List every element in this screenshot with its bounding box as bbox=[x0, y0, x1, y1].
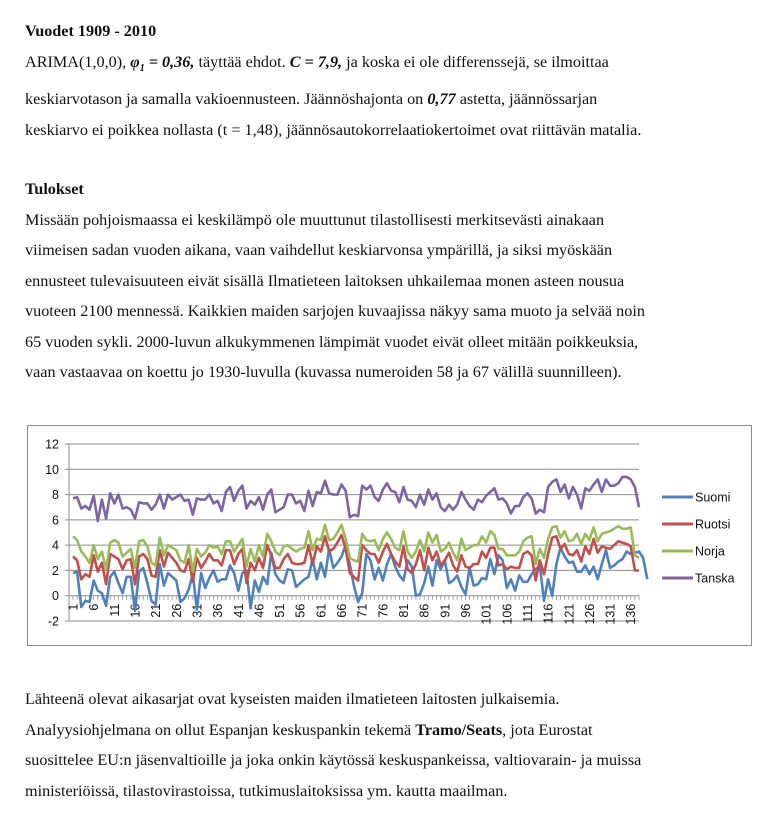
x-tick-label: 56 bbox=[293, 603, 308, 618]
y-tick-label: 10 bbox=[45, 462, 59, 477]
x-tick-label: 76 bbox=[376, 603, 391, 618]
results-line: vuoteen 2100 mennessä. Kaikkien maiden sarjojen kuvaajissa näkyy sama muoto ja selvää noin bbox=[25, 302, 645, 320]
sources-line-4: ministeriöissä, tilastovirastoissa, tutkimuslaitoksissa ym. kautta maailman. bbox=[25, 781, 508, 800]
chart-series bbox=[73, 477, 647, 611]
chart-canvas bbox=[28, 426, 753, 647]
x-tick-label: 86 bbox=[417, 603, 432, 618]
phi-coefficient bbox=[130, 52, 195, 74]
x-tick-label: 26 bbox=[169, 603, 184, 618]
y-tick-label: -2 bbox=[47, 614, 59, 629]
phi-symbol: φ bbox=[130, 52, 140, 71]
sources-section bbox=[25, 684, 765, 806]
section-heading-years: Vuodet 1909 - 2010 bbox=[25, 22, 157, 40]
text: Analyysiohjelmana on ollut Espanjan keskuspankin tekemä bbox=[25, 720, 416, 739]
x-tick-label: 81 bbox=[397, 603, 412, 618]
x-tick-label: 111 bbox=[520, 603, 535, 623]
results-line: vaan vastaavaa on koettu jo 1930-luvulla (kuvassa numeroiden 58 ja 67 välillä suunnilleen). bbox=[25, 363, 622, 381]
sources-line-2 bbox=[25, 715, 765, 746]
arima-line-3: keskiarvo ei poikkea nollasta (t = 1,48), jäännösautokorrelaatiokertoimet ovat riittävän matalia. bbox=[25, 120, 642, 139]
x-tick-label: 71 bbox=[355, 603, 370, 618]
results-line: Missään pohjoismaassa ei keskilämpö ole muuttunut tilastollisesti merkitsevästi ainakaan bbox=[25, 210, 605, 229]
x-tick-label: 136 bbox=[624, 603, 639, 625]
y-tick-label: 6 bbox=[52, 513, 59, 528]
series-line-tanska bbox=[73, 477, 639, 521]
section-heading-results: Tulokset bbox=[25, 180, 84, 198]
residual-sd-value: 0,77 bbox=[427, 90, 456, 109]
x-tick-label: 101 bbox=[479, 603, 494, 625]
x-tick-label: 11 bbox=[107, 603, 122, 617]
y-axis bbox=[45, 438, 69, 629]
x-tick-label: 21 bbox=[149, 603, 164, 618]
results-line: viimeisen sadan vuoden aikana, vaan vaihdellut keskiarvonsa ympärillä, ja siksi myöskään bbox=[25, 241, 613, 259]
phi-value: = 0,36, bbox=[144, 52, 195, 71]
text: keskiarvotason ja samalla vakioennusteen. Jäännöshajonta on bbox=[25, 90, 428, 109]
c-constant: C = 7,9, bbox=[289, 52, 343, 71]
x-tick-label: 121 bbox=[562, 603, 577, 625]
results-line: ennusteet tulevaisuuteen eivät sisällä Ilmatieteen laitoksen uhkailemaa monen asteen nousua bbox=[25, 271, 625, 290]
text: ja koska ei ole differenssejä, se ilmoittaa bbox=[342, 52, 609, 71]
x-tick-label: 66 bbox=[335, 603, 350, 618]
legend-label-ruotsi: Ruotsi bbox=[695, 517, 731, 532]
x-tick-label: 91 bbox=[438, 603, 453, 618]
x-tick-label: 126 bbox=[582, 603, 597, 625]
software-name: Tramo/Seats bbox=[415, 720, 503, 739]
y-tick-label: 12 bbox=[45, 437, 59, 452]
x-tick-label: 106 bbox=[500, 603, 515, 625]
x-tick-label: 51 bbox=[273, 603, 288, 618]
y-tick-label: 2 bbox=[52, 563, 59, 578]
chart-legend bbox=[662, 491, 735, 586]
text: , jota Eurostat bbox=[502, 720, 593, 739]
phi-subscript: 1 bbox=[139, 62, 145, 74]
x-tick-label: 1 bbox=[66, 603, 81, 611]
sources-line-1: Lähteenä olevat aikasarjat ovat kyseisten maiden ilmatieteen laitosten julkaisemia. bbox=[25, 690, 560, 708]
sources-line-3: suosittelee EU:n jäsenvaltioille ja joka onkin käytössä keskuspankeissa, valtiovarain- ja muissa bbox=[25, 751, 642, 769]
x-tick-label: 96 bbox=[458, 603, 473, 618]
x-tick-label: 41 bbox=[231, 603, 246, 618]
arima-section bbox=[25, 16, 765, 145]
results-line: 65 vuoden sykli. 2000-luvun alkukymmenen lämpimät vuodet eivät olleet mitään poikkeuksia, bbox=[25, 332, 639, 351]
text: ARIMA(1,0,0), bbox=[25, 52, 131, 71]
y-tick-label: 0 bbox=[52, 589, 59, 604]
text: täyttää ehdot. bbox=[194, 52, 290, 71]
arima-line-1 bbox=[25, 47, 765, 85]
text: astetta, jäännössarjan bbox=[455, 90, 598, 109]
x-tick-label: 31 bbox=[190, 603, 205, 618]
legend-label-suomi: Suomi bbox=[695, 490, 731, 505]
results-section bbox=[25, 174, 765, 388]
x-tick-label: 6 bbox=[87, 603, 102, 611]
x-tick-label: 61 bbox=[314, 603, 329, 618]
x-tick-label: 16 bbox=[128, 603, 143, 618]
x-tick-label: 116 bbox=[541, 603, 556, 624]
legend-label-norja: Norja bbox=[695, 544, 725, 559]
x-tick-label: 46 bbox=[252, 603, 267, 618]
x-tick-label: 36 bbox=[211, 603, 226, 618]
x-tick-label: 131 bbox=[603, 603, 618, 625]
legend-label-tanska: Tanska bbox=[695, 571, 735, 586]
arima-line-2 bbox=[25, 84, 765, 115]
temperature-line-chart bbox=[27, 425, 752, 646]
y-tick-label: 8 bbox=[52, 488, 59, 503]
y-tick-label: 4 bbox=[52, 538, 59, 553]
